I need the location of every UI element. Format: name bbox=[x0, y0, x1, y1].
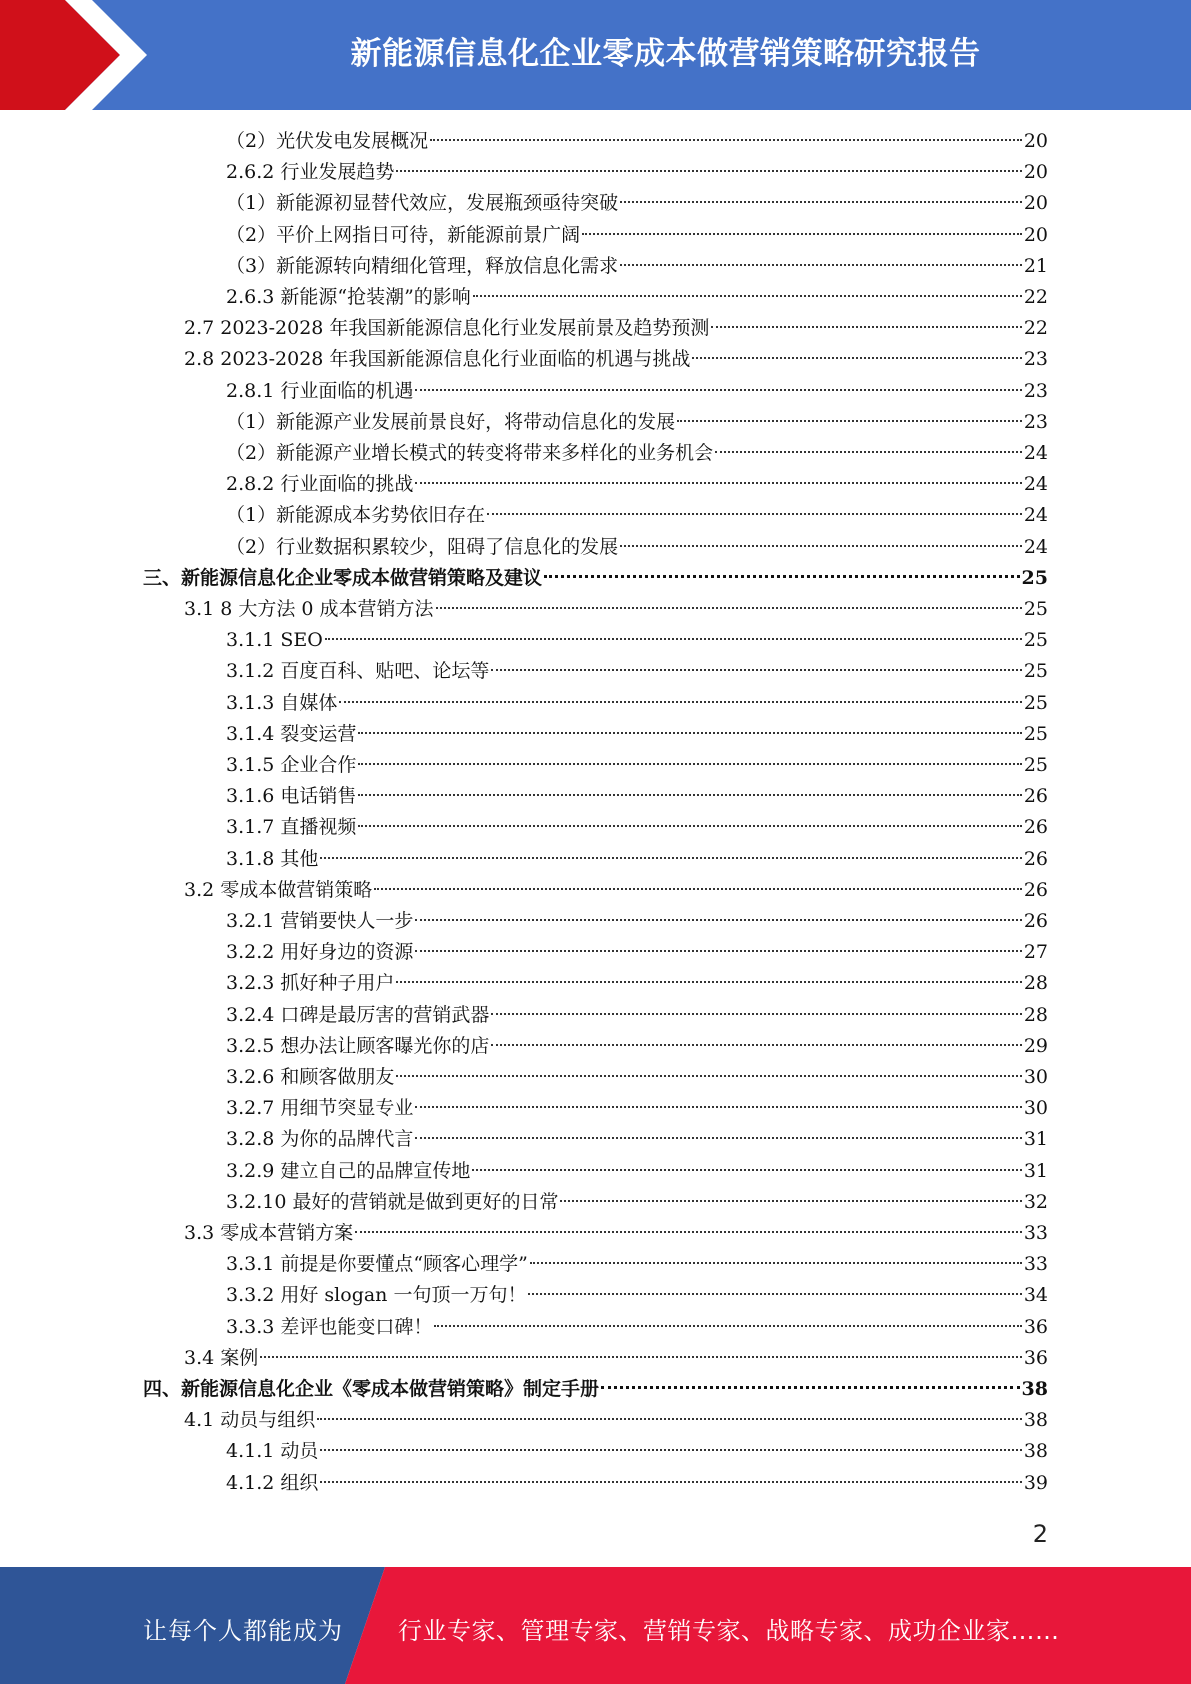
toc-entry-title: （3）新能源转向精细化管理，释放信息化需求 bbox=[226, 254, 619, 277]
toc-entry-page: 31 bbox=[1023, 1159, 1048, 1182]
toc-entry-page: 25 bbox=[1023, 629, 1048, 652]
toc-dot-leader bbox=[317, 1418, 1022, 1420]
toc-entry[interactable] bbox=[226, 656, 1048, 687]
toc-dot-leader bbox=[473, 295, 1022, 297]
toc-entry-title: （1）新能源成本劣势依旧存在 bbox=[226, 504, 486, 527]
toc-entry-page: 26 bbox=[1023, 816, 1048, 839]
toc-dot-leader bbox=[472, 1169, 1021, 1171]
toc-entry-page: 38 bbox=[1021, 1378, 1048, 1400]
toc-dot-leader bbox=[415, 919, 1021, 921]
toc-entry-title: 3.2.9 建立自己的品牌宣传地 bbox=[226, 1159, 471, 1182]
toc-entry-page: 26 bbox=[1023, 847, 1048, 870]
toc-entry[interactable] bbox=[226, 1093, 1048, 1124]
toc-entry-title: 3.2.4 口碑是最厉害的营销武器 bbox=[226, 1003, 490, 1026]
toc-dot-leader bbox=[491, 669, 1021, 671]
report-title: 新能源信息化企业零成本做营销策略研究报告 bbox=[350, 36, 981, 72]
toc-entry-page: 25 bbox=[1021, 566, 1048, 589]
toc-entry-page: 34 bbox=[1023, 1284, 1048, 1307]
toc-entry[interactable] bbox=[184, 594, 1048, 625]
toc-entry-page: 25 bbox=[1023, 754, 1048, 776]
toc-entry-title: 3.3.2 用好 slogan 一句顶一万句！ bbox=[226, 1284, 527, 1307]
toc-entry[interactable] bbox=[143, 1374, 1048, 1405]
footer-slogan-left: 让每个人都能成为 bbox=[143, 1617, 343, 1645]
toc-dot-leader bbox=[711, 326, 1021, 328]
toc-entry[interactable] bbox=[226, 1436, 1048, 1467]
toc-entry-title: 3.2.6 和顾客做朋友 bbox=[226, 1066, 395, 1088]
toc-entry[interactable] bbox=[226, 1468, 1048, 1499]
toc-entry-page: 30 bbox=[1023, 1097, 1048, 1120]
toc-dot-leader bbox=[358, 732, 1021, 734]
toc-entry-page: 20 bbox=[1023, 223, 1048, 246]
toc-entry-title: 3.2 零成本做营销策略 bbox=[184, 878, 373, 901]
toc-dot-leader bbox=[320, 1449, 1021, 1451]
toc-dot-leader bbox=[491, 1044, 1021, 1046]
toc-entry-page: 25 bbox=[1023, 722, 1048, 745]
toc-entry-title: 3.1.3 自媒体 bbox=[226, 691, 338, 714]
toc-dot-leader bbox=[601, 1386, 1020, 1389]
toc-entry-title: 2.6.3 新能源“抢装潮”的影响 bbox=[226, 286, 471, 308]
toc-dot-leader bbox=[620, 201, 1022, 203]
toc-entry[interactable] bbox=[226, 1249, 1048, 1280]
toc-entry[interactable] bbox=[226, 126, 1048, 157]
toc-entry-page: 23 bbox=[1023, 410, 1048, 433]
toc-entry-page: 30 bbox=[1023, 1066, 1048, 1088]
toc-entry-page: 26 bbox=[1023, 785, 1048, 808]
toc-entry[interactable] bbox=[226, 750, 1048, 781]
toc-entry-title: 2.6.2 行业发展趋势 bbox=[226, 161, 395, 184]
toc-entry[interactable] bbox=[226, 1187, 1048, 1218]
toc-dot-leader bbox=[325, 638, 1022, 640]
toc-entry[interactable] bbox=[226, 1124, 1048, 1155]
toc-entry-page: 24 bbox=[1023, 473, 1048, 496]
toc-dot-leader bbox=[487, 513, 1022, 515]
toc-entry-page: 24 bbox=[1023, 442, 1048, 464]
toc-entry[interactable] bbox=[226, 188, 1048, 219]
toc-entry-page: 33 bbox=[1023, 1253, 1048, 1276]
toc-entry[interactable] bbox=[226, 719, 1048, 750]
toc-entry-title: 三、新能源信息化企业零成本做营销策略及建议 bbox=[143, 566, 543, 589]
toc-entry-page: 21 bbox=[1023, 254, 1048, 277]
toc-entry-page: 23 bbox=[1023, 379, 1048, 402]
toc-entry-title: （2）光伏发电发展概况 bbox=[226, 130, 429, 152]
toc-entry-page: 20 bbox=[1023, 192, 1048, 215]
toc-entry-title: 2.8.1 行业面临的机遇 bbox=[226, 379, 414, 402]
toc-entry-title: 3.1.8 其他 bbox=[226, 847, 319, 870]
toc-dot-leader bbox=[358, 825, 1021, 827]
toc-dot-leader bbox=[415, 1106, 1021, 1108]
toc-entry-title: 3.3 零成本营销方案 bbox=[184, 1222, 354, 1244]
toc-dot-leader bbox=[544, 575, 1020, 578]
toc-entry[interactable] bbox=[226, 1156, 1048, 1187]
toc-dot-leader bbox=[436, 607, 1022, 609]
toc-dot-leader bbox=[530, 1262, 1022, 1264]
toc-entry-page: 20 bbox=[1023, 130, 1048, 152]
toc-entry-page: 39 bbox=[1023, 1471, 1048, 1494]
toc-entry[interactable] bbox=[226, 282, 1048, 313]
toc-dot-leader bbox=[430, 139, 1022, 141]
toc-entry-title: 4.1.2 组织 bbox=[226, 1471, 319, 1494]
toc-dot-leader bbox=[358, 763, 1021, 765]
toc-dot-leader bbox=[374, 888, 1022, 890]
toc-entry[interactable] bbox=[143, 563, 1048, 594]
page-number: 2 bbox=[1032, 1520, 1048, 1548]
toc-entry-page: 26 bbox=[1023, 878, 1048, 901]
toc-entry-title: 3.3.3 差评也能变口碑！ bbox=[226, 1315, 433, 1338]
toc-entry[interactable] bbox=[184, 344, 1048, 375]
toc-dot-leader bbox=[434, 1325, 1021, 1327]
toc-dot-leader bbox=[620, 264, 1022, 266]
toc-dot-leader bbox=[396, 981, 1021, 983]
toc-entry-title: 3.1.2 百度百科、贴吧、论坛等 bbox=[226, 660, 490, 683]
toc-entry-title: （1）新能源产业发展前景良好，将带动信息化的发展 bbox=[226, 410, 676, 433]
toc-dot-leader bbox=[415, 950, 1021, 952]
toc-entry-title: 3.1.1 SEO bbox=[226, 629, 323, 652]
toc-entry[interactable] bbox=[226, 500, 1048, 531]
toc-entry-page: 25 bbox=[1023, 660, 1048, 683]
toc-entry-page: 28 bbox=[1023, 972, 1048, 995]
toc-entry-title: （1）新能源初显替代效应，发展瓶颈亟待突破 bbox=[226, 192, 619, 215]
toc-entry-page: 27 bbox=[1023, 941, 1048, 964]
toc-entry-page: 32 bbox=[1023, 1190, 1048, 1213]
toc-entry-page: 22 bbox=[1023, 286, 1048, 308]
toc-entry-title: 3.2.8 为你的品牌代言 bbox=[226, 1128, 414, 1151]
toc-dot-leader bbox=[415, 482, 1021, 484]
toc-dot-leader bbox=[320, 857, 1021, 859]
toc-dot-leader bbox=[491, 1013, 1021, 1015]
toc-entry-page: 38 bbox=[1023, 1440, 1048, 1463]
toc-entry-page: 25 bbox=[1023, 691, 1048, 714]
toc-entry-title: 3.2.10 最好的营销就是做到更好的日常 bbox=[226, 1190, 559, 1213]
toc-dot-leader bbox=[396, 170, 1021, 172]
toc-dot-leader bbox=[339, 701, 1021, 703]
toc-entry-title: 3.4 案例 bbox=[184, 1346, 259, 1369]
toc-entry-title: （2）新能源产业增长模式的转变将带来多样化的业务机会 bbox=[226, 442, 714, 464]
toc-entry-page: 36 bbox=[1023, 1315, 1048, 1338]
toc-entry-title: 3.2.7 用细节突显专业 bbox=[226, 1097, 414, 1120]
toc-dot-leader bbox=[620, 545, 1022, 547]
toc-entry-title: 3.1.7 直播视频 bbox=[226, 816, 357, 839]
toc-entry-title: 3.1.5 企业合作 bbox=[226, 754, 357, 776]
toc-entry-title: 4.1.1 动员 bbox=[226, 1440, 319, 1463]
toc-entry-title: 3.1 8 大方法 0 成本营销方法 bbox=[184, 598, 434, 620]
toc-entry-page: 38 bbox=[1023, 1409, 1048, 1432]
toc-entry-title: 3.1.4 裂变运营 bbox=[226, 722, 357, 745]
toc-entry[interactable] bbox=[226, 220, 1048, 251]
toc-entry[interactable] bbox=[226, 438, 1048, 469]
toc-entry[interactable] bbox=[184, 1218, 1048, 1249]
toc-entry[interactable] bbox=[226, 1312, 1048, 1343]
toc-entry[interactable] bbox=[184, 1405, 1048, 1436]
toc-entry[interactable] bbox=[226, 251, 1048, 282]
toc-entry[interactable] bbox=[226, 937, 1048, 968]
toc-entry[interactable] bbox=[226, 407, 1048, 438]
toc-entry-page: 33 bbox=[1023, 1222, 1048, 1244]
toc-entry-page: 31 bbox=[1023, 1128, 1048, 1151]
toc-dot-leader bbox=[677, 420, 1022, 422]
toc-entry-title: 2.7 2023-2028 年我国新能源信息化行业发展前景及趋势预测 bbox=[184, 317, 710, 340]
toc-entry-title: （2）平价上网指日可待，新能源前景广阔 bbox=[226, 223, 581, 246]
toc-entry[interactable] bbox=[226, 469, 1048, 500]
toc-dot-leader bbox=[355, 1231, 1022, 1233]
toc-dot-leader bbox=[560, 1200, 1021, 1202]
toc-dot-leader bbox=[260, 1356, 1022, 1358]
toc-entry-title: 2.8 2023-2028 年我国新能源信息化行业面临的机遇与挑战 bbox=[184, 348, 691, 371]
toc-entry-page: 20 bbox=[1023, 161, 1048, 184]
toc-dot-leader bbox=[415, 389, 1021, 391]
toc-entry-title: 4.1 动员与组织 bbox=[184, 1409, 316, 1432]
toc-dot-leader bbox=[396, 1075, 1021, 1077]
toc-entry-title: 2.8.2 行业面临的挑战 bbox=[226, 473, 414, 496]
toc-entry[interactable] bbox=[184, 313, 1048, 344]
toc-entry-page: 29 bbox=[1023, 1034, 1048, 1057]
toc-entry[interactable] bbox=[184, 875, 1048, 906]
toc-entry-title: 3.2.2 用好身边的资源 bbox=[226, 941, 414, 964]
toc-entry[interactable] bbox=[226, 1280, 1048, 1311]
toc-dot-leader bbox=[320, 1481, 1021, 1483]
toc-entry[interactable] bbox=[226, 906, 1048, 937]
toc-entry-title: 3.1.6 电话销售 bbox=[226, 785, 357, 808]
toc-entry[interactable] bbox=[226, 781, 1048, 812]
toc-entry[interactable] bbox=[226, 968, 1048, 999]
toc-entry-title: （2）行业数据积累较少，阻碍了信息化的发展 bbox=[226, 535, 619, 558]
toc-dot-leader bbox=[528, 1293, 1021, 1295]
toc-dot-leader bbox=[358, 794, 1021, 796]
toc-entry-title: 3.3.1 前提是你要懂点“顾客心理学” bbox=[226, 1253, 528, 1276]
toc-dot-leader bbox=[415, 1137, 1021, 1139]
footer-slogan-right: 行业专家、管理专家、营销专家、战略专家、成功企业家…… bbox=[398, 1617, 1060, 1645]
toc-dot-leader bbox=[582, 233, 1022, 235]
toc-entry[interactable] bbox=[226, 1062, 1048, 1093]
toc-entry[interactable] bbox=[226, 376, 1048, 407]
toc-entry-page: 22 bbox=[1023, 317, 1048, 340]
toc-entry-page: 24 bbox=[1023, 535, 1048, 558]
toc-entry-title: 3.2.5 想办法让顾客曝光你的店 bbox=[226, 1034, 490, 1057]
toc-entry[interactable] bbox=[226, 812, 1048, 843]
toc-entry[interactable] bbox=[226, 1000, 1048, 1031]
toc-entry-page: 24 bbox=[1023, 504, 1048, 527]
toc-dot-leader bbox=[692, 357, 1021, 359]
page-footer bbox=[0, 1567, 1191, 1684]
toc-entry-title: 四、新能源信息化企业《零成本做营销策略》制定手册 bbox=[143, 1378, 600, 1400]
page-header bbox=[0, 0, 1191, 110]
toc-entry-title: 3.2.1 营销要快人一步 bbox=[226, 910, 414, 932]
toc-entry-page: 23 bbox=[1023, 348, 1048, 371]
toc-entry-page: 25 bbox=[1023, 598, 1048, 620]
toc-entry[interactable] bbox=[226, 532, 1048, 563]
toc-entry-title: 3.2.3 抓好种子用户 bbox=[226, 972, 395, 995]
header-arrow-decoration bbox=[0, 0, 160, 110]
toc-entry[interactable] bbox=[226, 625, 1048, 656]
toc-entry[interactable] bbox=[226, 157, 1048, 188]
toc-entry-page: 36 bbox=[1023, 1346, 1048, 1369]
toc-entry-page: 28 bbox=[1023, 1003, 1048, 1026]
toc-entry[interactable] bbox=[226, 844, 1048, 875]
toc-entry[interactable] bbox=[184, 1343, 1048, 1374]
toc-entry[interactable] bbox=[226, 1031, 1048, 1062]
toc-entry-page: 26 bbox=[1023, 910, 1048, 932]
toc-entry[interactable] bbox=[226, 688, 1048, 719]
toc-dot-leader bbox=[715, 451, 1022, 453]
